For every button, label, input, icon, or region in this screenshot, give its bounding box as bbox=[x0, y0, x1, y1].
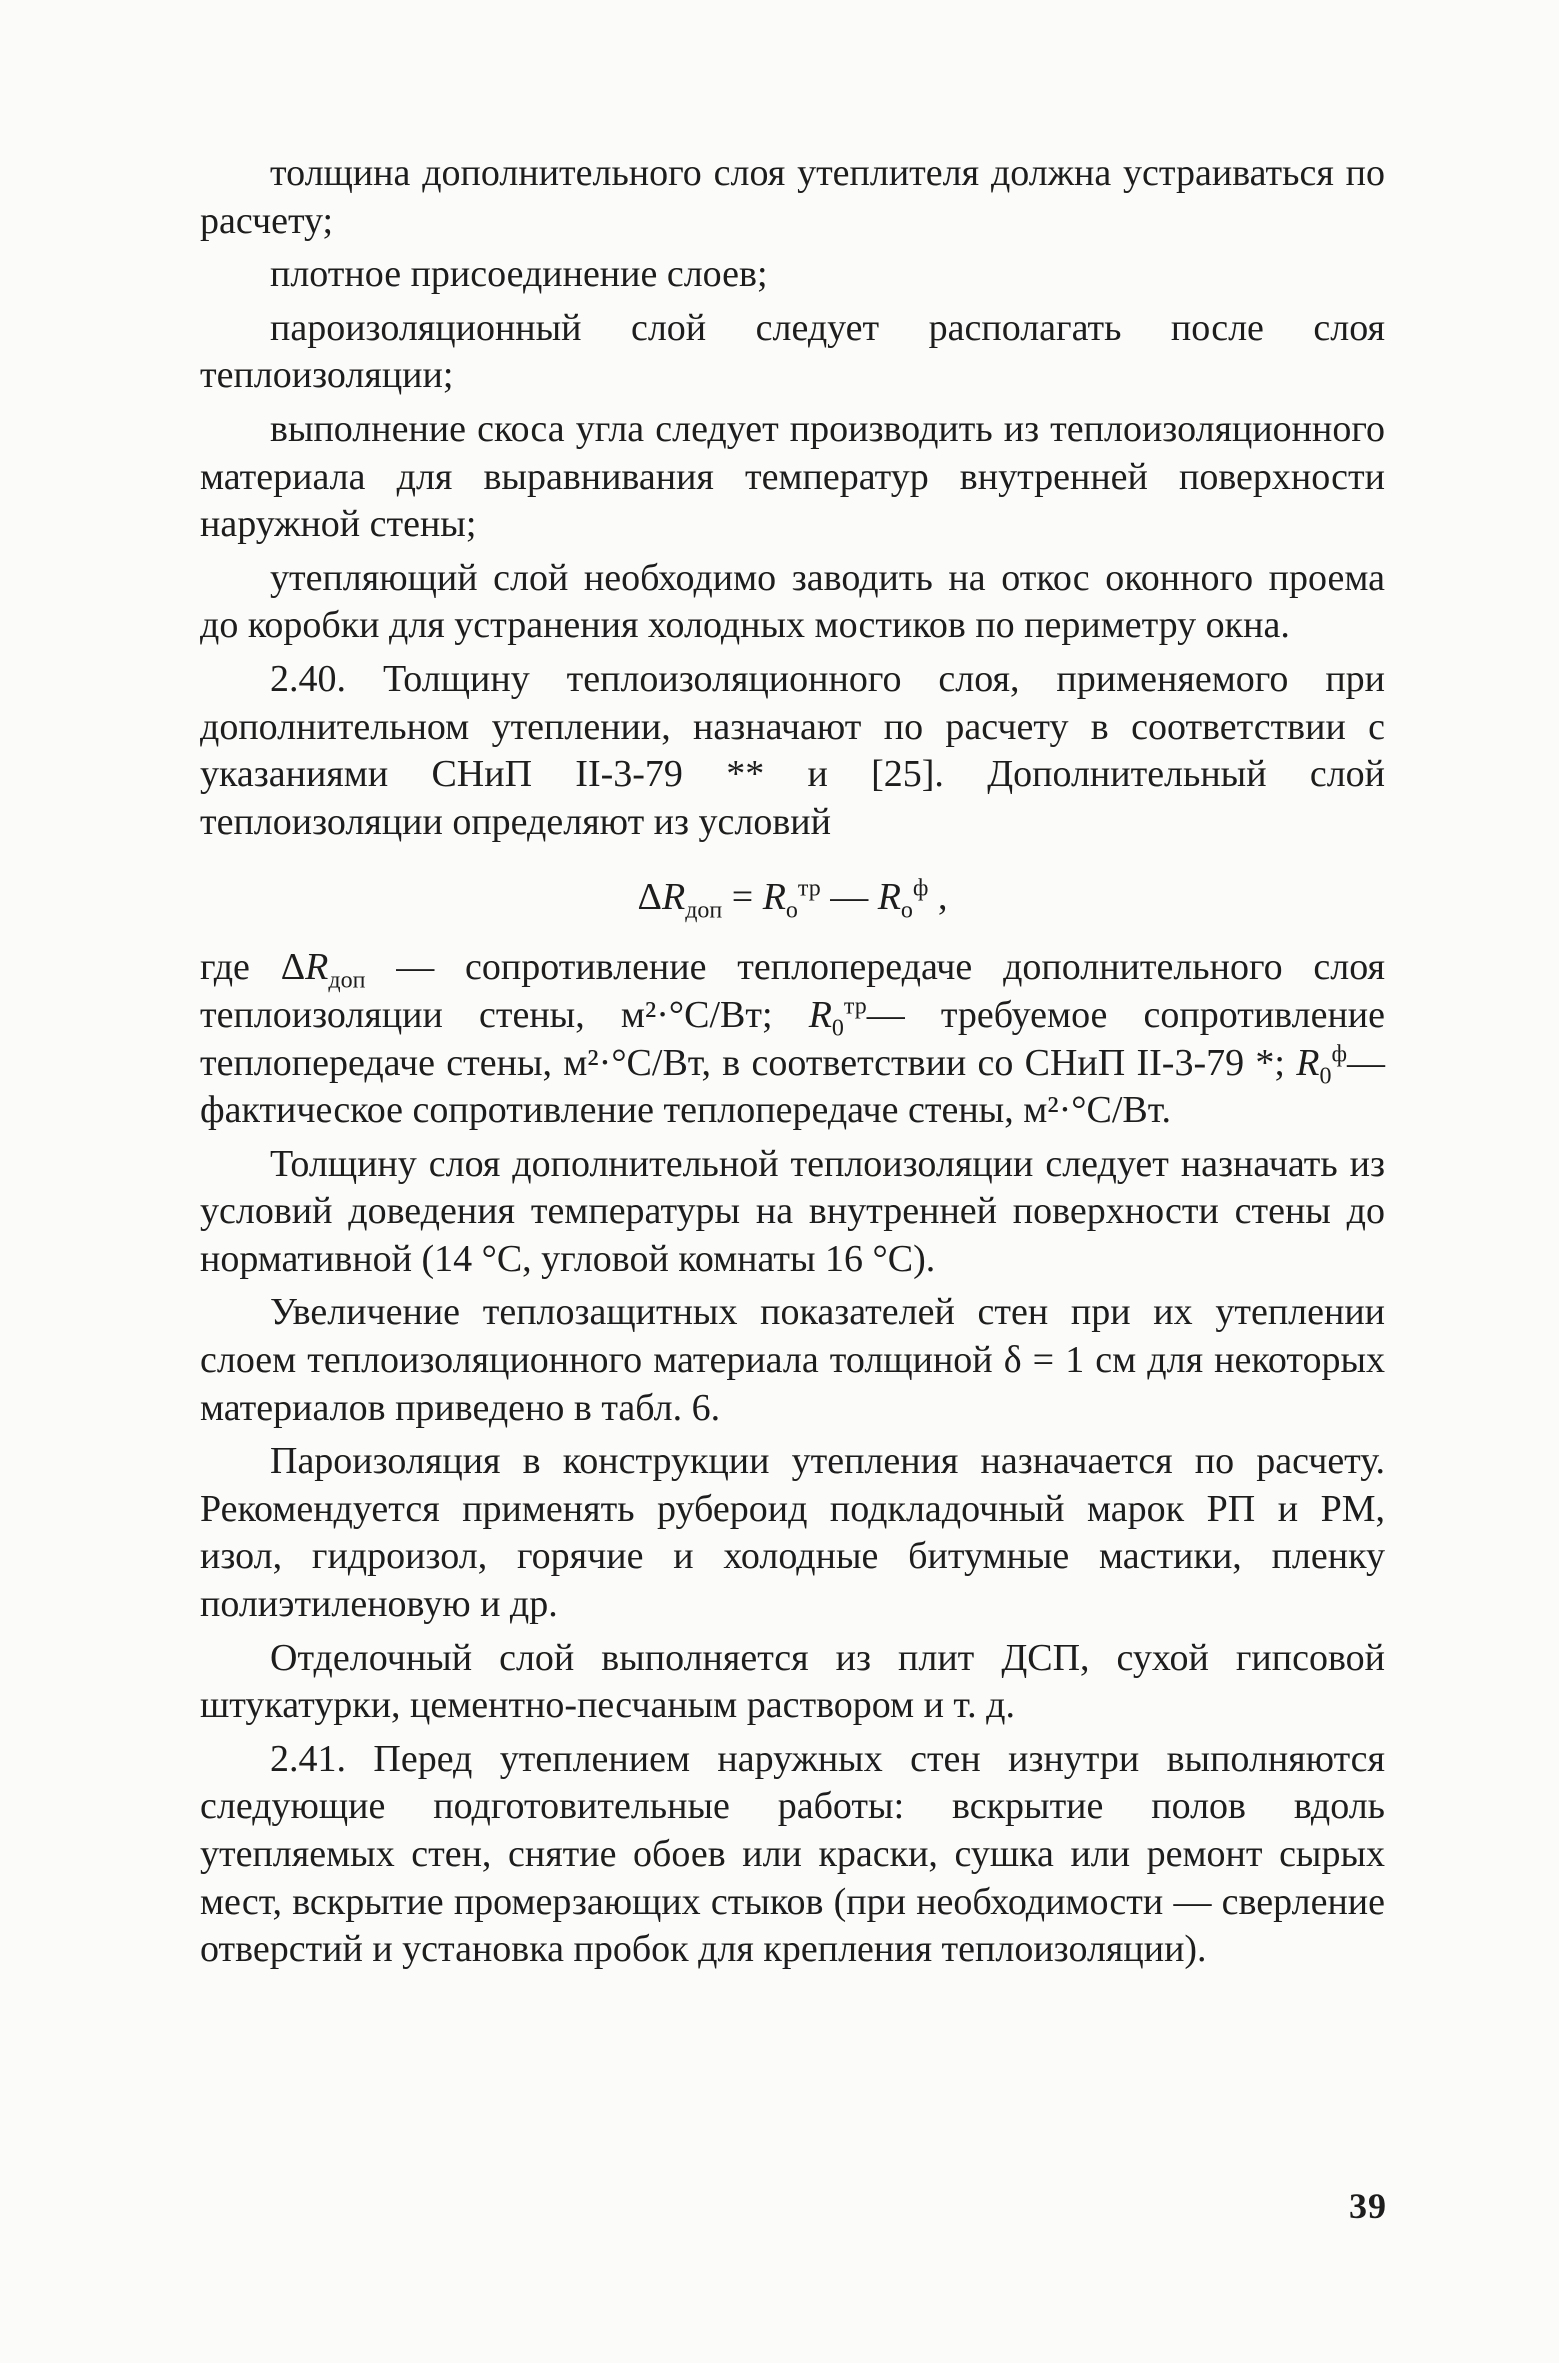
paragraph-thermal-increase: Увеличение теплозащитных показателей стен при их утеплении слоем теплоизоляционного материала толщиной δ = 1 см для некоторых материалов приведено в табл. 6. bbox=[200, 1291, 1385, 1429]
formula-equals: = bbox=[731, 876, 754, 919]
formula-r2-subscript: о bbox=[900, 897, 913, 924]
paragraph-corner-bevel: выполнение скоса угла следует производить из теплоизоляционного материала для выравнивания температур внутренней поверхности наружной стены; bbox=[200, 407, 1385, 546]
where-symbol-r-add-subscript: доп bbox=[328, 967, 366, 994]
formula-r2-symbol: R bbox=[877, 876, 901, 919]
where-symbol-r-act: R bbox=[1296, 1041, 1320, 1084]
paragraph-section-2-41: 2.41. Перед утеплением наружных стен изнутри выполняются следующие подготовительные работы: вскрытие полов вдоль утепляемых стен, снятие обоев или краски, сушка или ремонт сырых мест, вскрытие промерзающих стыков (при необходимости — сверление отверстий и установка пробок для крепления теплоизоляции). bbox=[200, 1737, 1385, 1971]
where-symbol-r-req: R bbox=[808, 993, 832, 1036]
body-text bbox=[200, 150, 1385, 1974]
paragraph-window-reveal: утепляющий слой необходимо заводить на откос оконного проема до коробки для устранения холодных мостиков по периметру окна. bbox=[200, 556, 1385, 647]
paragraph-finishing-layer: Отделочный слой выполняется из плит ДСП, сухой гипсовой штукатурки, цементно-песчаным раствором и т. д. bbox=[200, 1636, 1385, 1727]
where-text-2: — требуемое сопротивление теплопередаче стены, м²·°С/Вт, в соответствии со СНиП II-3-79 *; bbox=[200, 993, 1385, 1084]
where-symbol-r-req-superscript: тр bbox=[843, 993, 867, 1020]
paragraph-vapor-barrier-materials: Пароизоляция в конструкции утепления назначается по расчету. Рекомендуется применять рубероид подкладочный марок РП и РМ, изол, гидроизол, горячие и холодные битумные мастики, пленку полиэтиленовую и др. bbox=[200, 1440, 1385, 1626]
where-intro: где bbox=[200, 946, 281, 989]
paragraph-section-2-40: 2.40. Толщину теплоизоляционного слоя, применяемого при дополнительном утеплении, назначают по расчету в соответствии с указаниями СНиП II-3-79 ** и [25]. Дополнительный слой теплоизоляции определяют из условий bbox=[200, 657, 1385, 843]
paragraph-tight-joining: плотное присоединение слоев; bbox=[270, 253, 768, 296]
where-symbol-r-req-subscript: 0 bbox=[831, 1015, 844, 1042]
where-symbol-r-act-subscript: 0 bbox=[1319, 1063, 1332, 1090]
paragraph-layer-thickness: толщина дополнительного слоя утеплителя должна устраиваться по расчету; bbox=[200, 152, 1385, 242]
formula-r2-superscript: ф bbox=[912, 875, 929, 902]
where-delta: Δ bbox=[280, 946, 306, 989]
paragraph-thickness-assignment: Толщину слоя дополнительной теплоизоляции следует назначать из условий доведения температуры на внутренней поверхности стены до нормативной (14 °С, угловой комнаты 16 °С). bbox=[200, 1142, 1385, 1280]
formula-tail: , bbox=[928, 876, 948, 919]
formula-r1-symbol: R bbox=[762, 876, 786, 919]
where-text-3: — фактическое сопротивление теплопередаче стены, м²·°С/Вт. bbox=[200, 1041, 1385, 1132]
formula-lhs-symbol: R bbox=[661, 876, 686, 919]
formula-r1-superscript: тр bbox=[797, 875, 821, 902]
formula-lhs-subscript: доп bbox=[685, 897, 723, 924]
paragraph-where-definitions bbox=[200, 944, 1385, 1134]
paragraph-vapor-barrier-position: пароизоляционный слой следует располагать после слоя теплоизоляции; bbox=[200, 306, 1385, 397]
page-number: 39 bbox=[1349, 2186, 1387, 2226]
formula-minus: — bbox=[830, 876, 869, 919]
where-symbol-r-act-superscript: ф bbox=[1331, 1040, 1347, 1067]
formula-additional-resistance bbox=[200, 872, 1385, 922]
where-symbol-r-add: R bbox=[305, 946, 329, 989]
where-text-1: — сопротивление теплопередаче дополнительного слоя теплоизоляции стены, м²·°С/Вт; bbox=[200, 946, 1385, 1036]
formula-delta: Δ bbox=[637, 876, 662, 919]
formula-r1-subscript: о bbox=[785, 897, 798, 924]
